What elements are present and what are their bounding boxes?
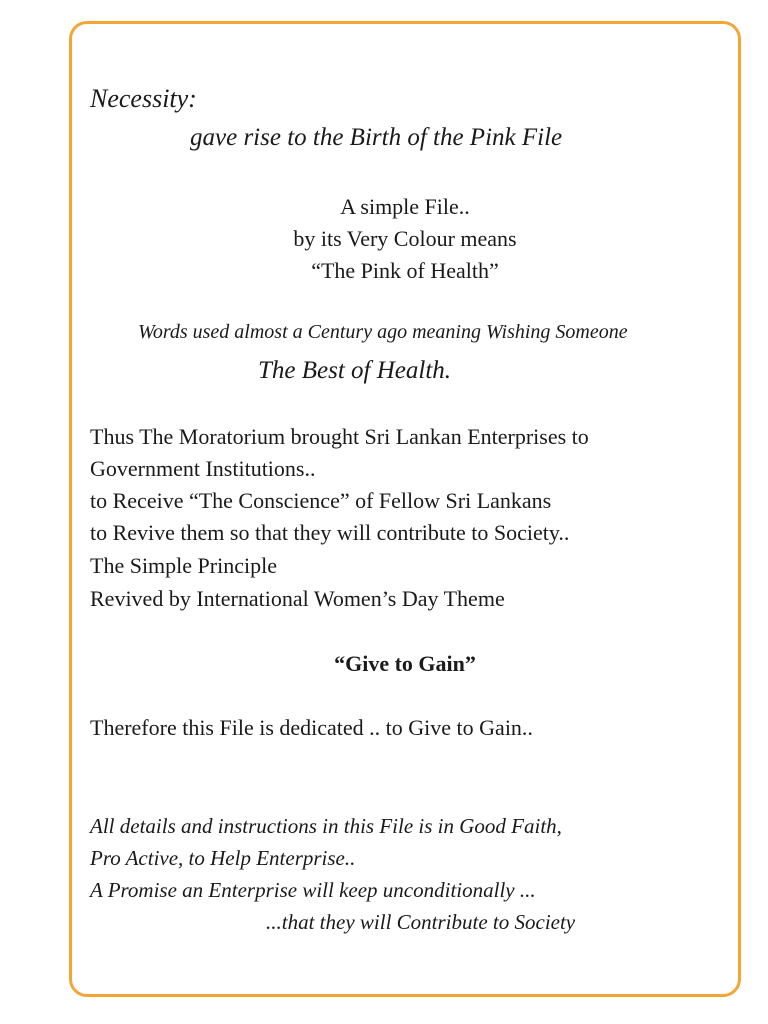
necessity-label: Necessity:	[90, 84, 197, 113]
closing-line-1: All details and instructions in this File is in Good Faith,	[90, 814, 562, 838]
pink-file-subtitle: gave rise to the Birth of the Pink File	[190, 124, 563, 151]
meaning-line-1: Words used almost a Century ago meaning Wishing Someone	[138, 321, 628, 343]
closing-line-2: Pro Active, to Help Enterprise..	[90, 846, 356, 870]
body-line-2: Government Institutions..	[90, 456, 316, 481]
meaning-line-2: The Best of Health.	[258, 357, 452, 384]
body-line-5: The Simple Principle	[90, 553, 277, 578]
closing-line-4: ...that they will Contribute to Society	[266, 910, 576, 934]
intro-line-1: A simple File..	[340, 194, 470, 219]
body-line-4: to Revive them so that they will contribute to Society..	[90, 520, 570, 545]
intro-line-3: “The Pink of Health”	[311, 258, 499, 283]
body-line-3: to Receive “The Conscience” of Fellow Sri Lankans	[90, 488, 552, 513]
body-line-1: Thus The Moratorium brought Sri Lankan Enterprises to	[90, 424, 589, 449]
give-to-gain-theme: “Give to Gain”	[334, 651, 476, 676]
intro-line-2: by its Very Colour means	[293, 226, 517, 251]
dedication-line: Therefore this File is dedicated .. to Give to Gain..	[90, 715, 533, 740]
closing-line-3: A Promise an Enterprise will keep unconditionally ...	[90, 878, 536, 902]
body-line-6: Revived by International Women’s Day Theme	[90, 586, 505, 611]
